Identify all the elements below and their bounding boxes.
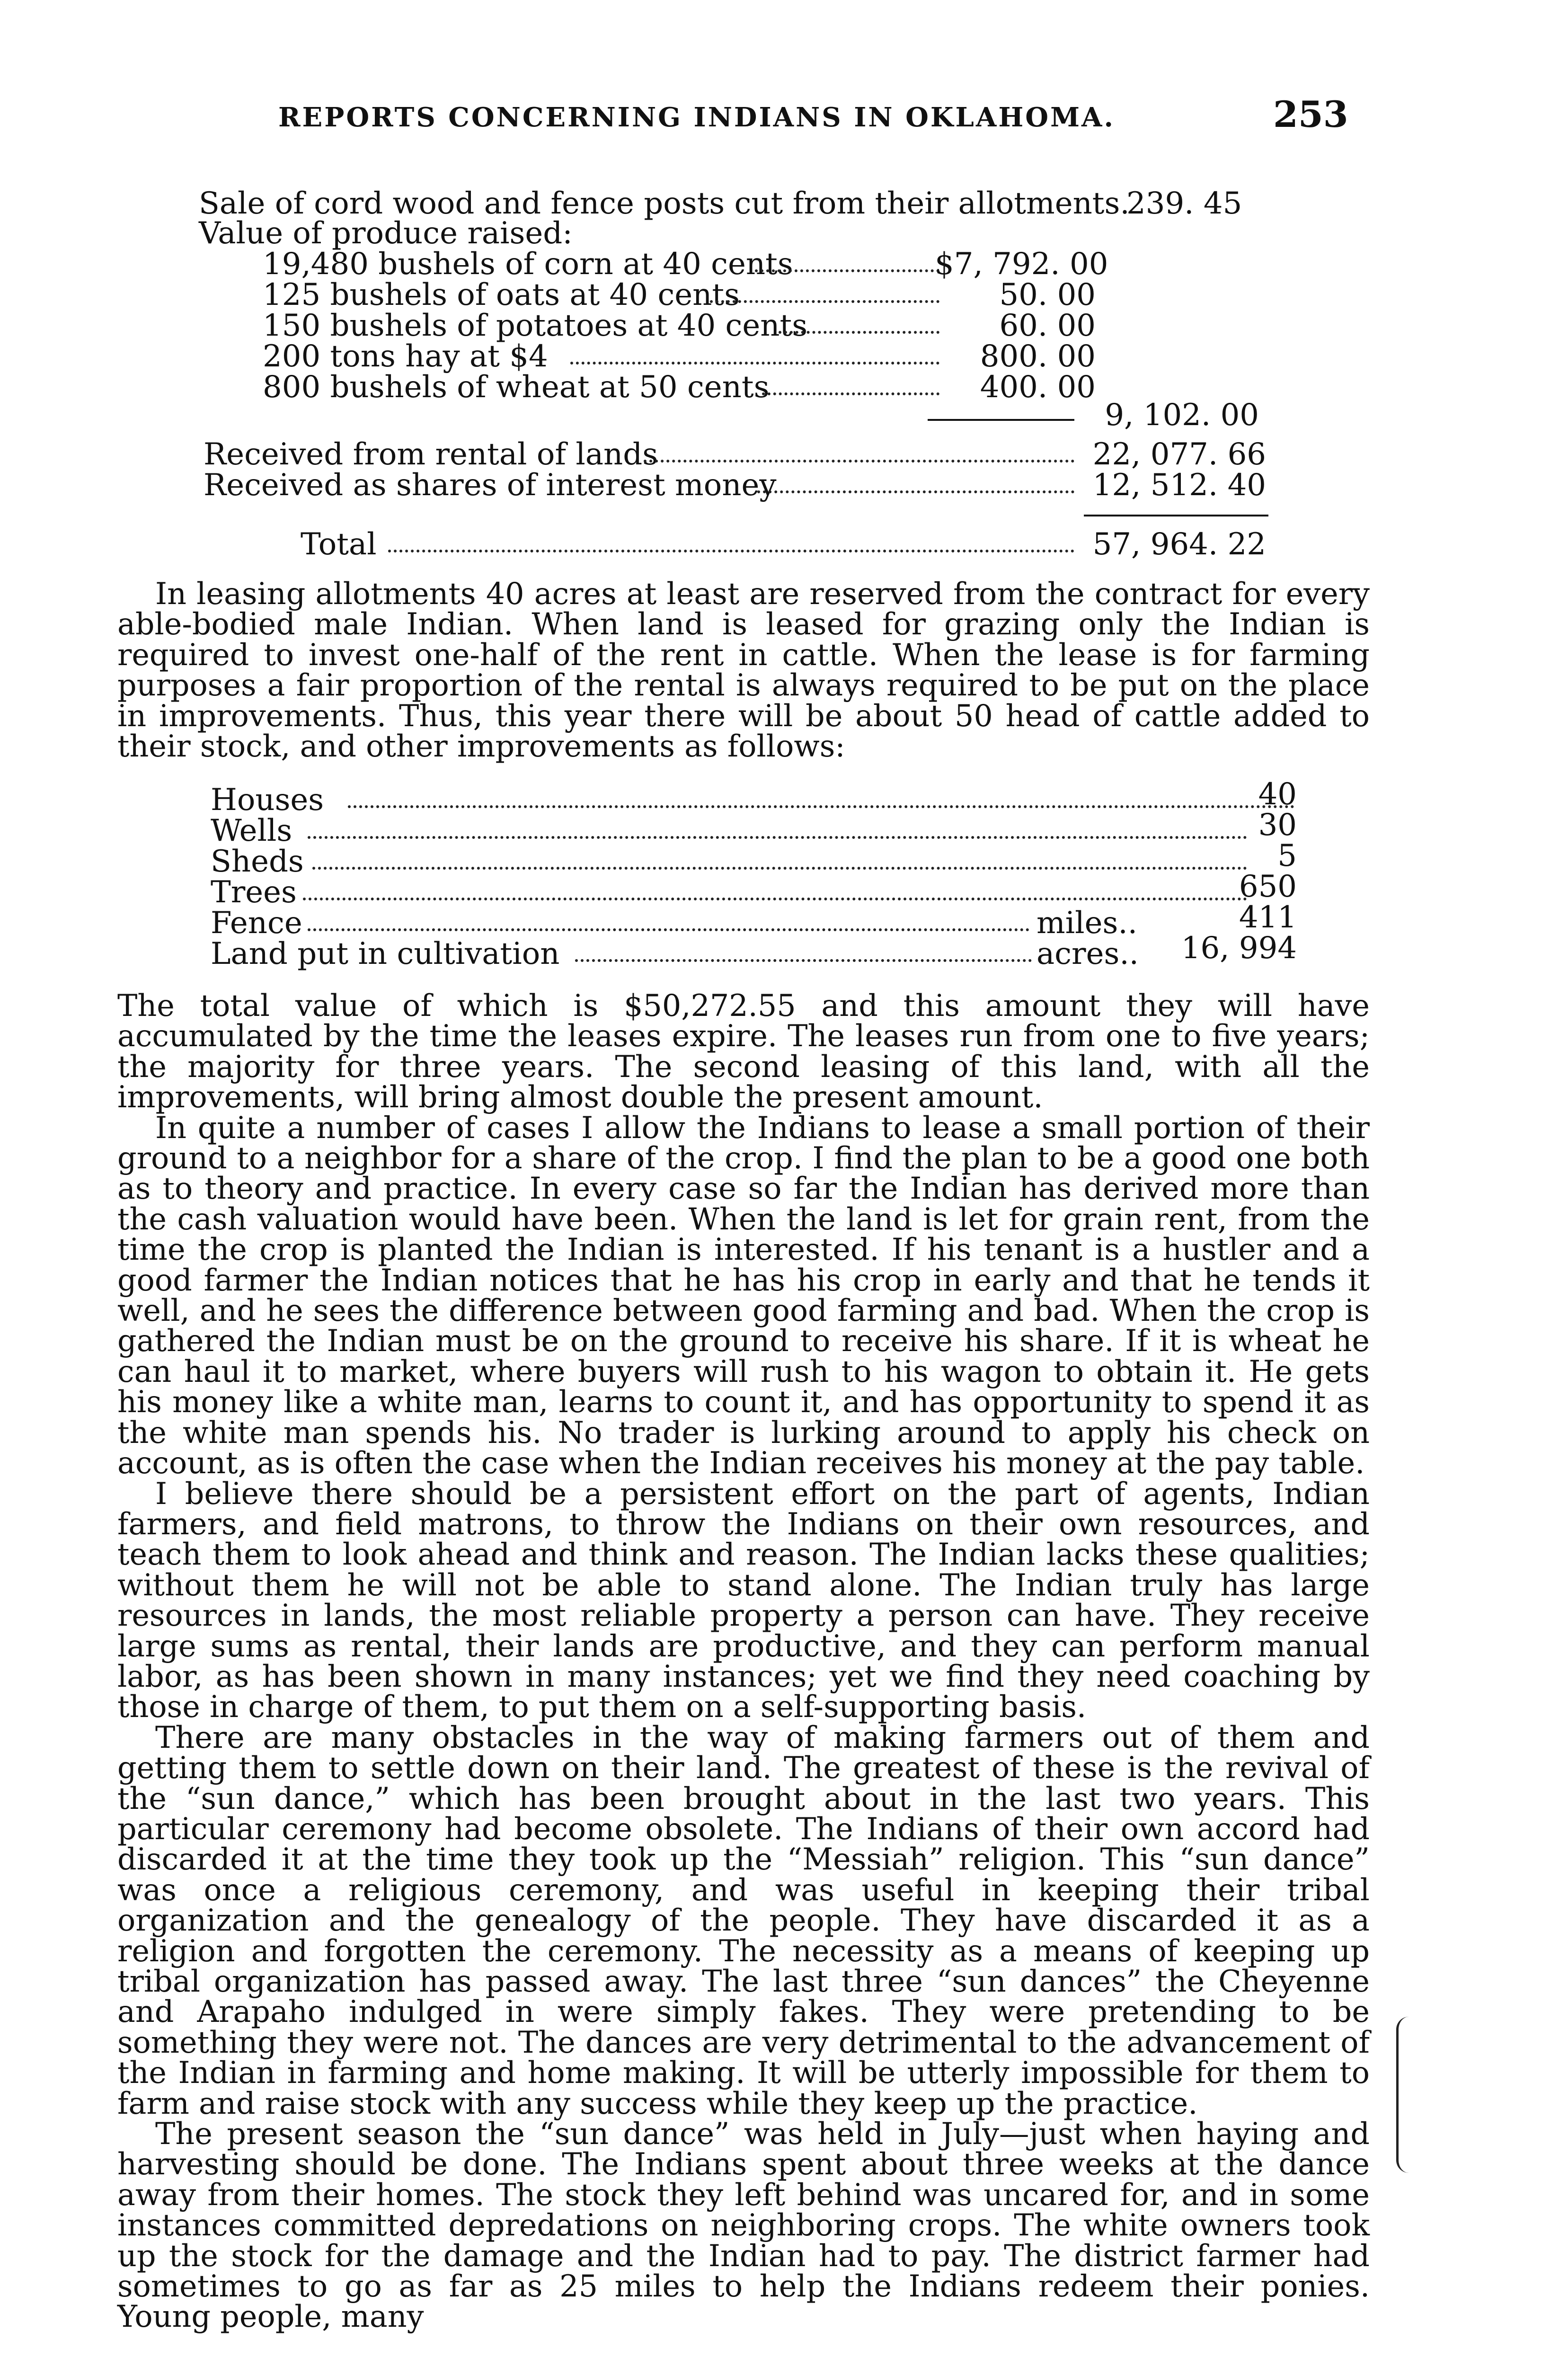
- improvement-label: Houses: [211, 783, 324, 818]
- improvement-value: 16, 994: [1181, 931, 1297, 966]
- improvement-label: Wells: [211, 813, 292, 848]
- improvement-label: Fence: [211, 906, 302, 941]
- paragraph: There are many obstacles in the way of making farmers out of them and getting them to settle down on their land. The greatest of these is the revival of the “sun dance,” which has been brought about in the last two years. This particular ceremony had become obsolete. The Indians of their own accord had discarded it at the time they took up the “Messiah” religion. This “sun dance” was once a religious ceremony, and was useful in keeping their tribal organization and the genealogy of the people. They have discarded it as a religion and forgotten the ceremony. The necessity as a means of keeping up tribal organization has passed away. The last three “sun dances” the Cheyenne and Arapaho indulged in were simply fakes. They were pretending to be something they were not. The dances are very detrimental to the advancement of the Indian in farming and home making. It will be utterly impossible for them to farm and raise stock with any success while they keep up the practice.: [117, 1719, 1370, 2121]
- produce-value: 800. 00: [980, 339, 1096, 374]
- improvement-unit: miles..: [1036, 906, 1138, 941]
- leader-dots: [348, 805, 1294, 808]
- leader-dots: [762, 392, 939, 395]
- running-title: REPORTS CONCERNING INDIANS IN OKLAHOMA.: [278, 102, 1115, 133]
- paragraph: In leasing allotments 40 acres at least are reserved from the contract for every able-bodied male Indian. When land is leased for grazing only the Indian is required to invest one-half of the rent in cattle. When the lease is for farming purposes a fair proportion of the rental is always required to be put on the place in improvements. Thus, this year there will be about 50 head of cattle added to their stock, and other improvements as follows:: [117, 576, 1370, 764]
- produce-label: 150 bushels of potatoes at 40 cents: [263, 308, 808, 343]
- page-header: [0, 88, 1568, 154]
- leader-dots: [710, 300, 939, 303]
- paragraph: The total value of which is $50,272.55 and this amount they will have accumulated by the time the leases expire. The leases run from one to five years; the majority for three years. The second leasing of this land, with all the improvements, will bring almost double the present amount.: [117, 988, 1370, 1115]
- improvement-row: [211, 808, 1318, 848]
- leader-dots: [303, 898, 1247, 900]
- cordwood-value: 239. 45: [1126, 186, 1242, 221]
- subtotal-rule: [928, 419, 1074, 421]
- produce-label: 125 bushels of oats at 40 cents: [263, 277, 740, 312]
- produce-total-row: [1079, 399, 1268, 432]
- produce-value: $7, 792. 00: [935, 247, 1108, 282]
- leader-dots: [312, 867, 1247, 870]
- produce-heading: Value of produce raised:: [199, 216, 573, 251]
- rental-value: 22, 077. 66: [1092, 437, 1266, 472]
- improvement-row: [211, 869, 1318, 910]
- produce-value: 400. 00: [980, 370, 1096, 405]
- rental-row: [204, 438, 1268, 471]
- improvement-row: [211, 900, 1318, 941]
- improvement-label: Sheds: [211, 844, 304, 879]
- produce-value: 60. 00: [999, 308, 1096, 343]
- total-row: [301, 528, 1271, 561]
- improvement-row: [211, 777, 1318, 818]
- total-rule: [1084, 515, 1268, 516]
- produce-row: [263, 278, 1096, 311]
- produce-label: 19,480 bushels of corn at 40 cents: [263, 247, 793, 282]
- produce-label: 800 bushels of wheat at 50 cents: [263, 370, 770, 405]
- leader-dots: [779, 331, 939, 334]
- interest-label: Received as shares of interest money: [204, 468, 777, 503]
- improvement-value: 40: [1258, 777, 1297, 812]
- intro-paragraph: [117, 576, 1370, 764]
- improvement-label: Land put in cultivation: [211, 936, 560, 971]
- improvement-value: 5: [1277, 838, 1297, 873]
- leader-dots: [575, 959, 1032, 962]
- improvement-unit: acres..: [1036, 936, 1139, 971]
- rental-label: Received from rental of lands: [204, 437, 658, 472]
- leader-dots: [757, 490, 1074, 493]
- leader-dots: [308, 928, 1029, 931]
- improvement-label: Trees: [211, 875, 297, 910]
- produce-total-value: 9, 102. 00: [1105, 398, 1259, 433]
- paragraph: The present season the “sun dance” was held in July—just when haying and harvesting should be done. The Indians spent about three weeks at the dance away from their homes. The stock they left behind was uncared for, and in some instances committed depredations on neighboring crops. The white owners took up the stock for the damage and the Indian had to pay. The district farmer had sometimes to go as far as 25 miles to help the Indians redeem their ponies. Young people, many: [117, 2116, 1370, 2334]
- produce-row: [263, 309, 1096, 342]
- interest-row: [204, 469, 1268, 502]
- page-number: 253: [1273, 93, 1348, 135]
- cordwood-row: [199, 187, 1268, 220]
- produce-label: 200 tons hay at $4: [263, 339, 548, 374]
- cordwood-label: Sale of cord wood and fence posts cut from their allotments.: [199, 186, 1130, 221]
- improvement-value: 650: [1239, 869, 1297, 904]
- improvement-row: [211, 931, 1318, 971]
- leader-dots: [644, 460, 1074, 463]
- paragraph: I believe there should be a persistent effort on the part of agents, Indian farmers, and field matrons, to throw the Indians on their own resources, and teach them to look ahead and think and reason. The Indian lacks these qualities; without them he will not be able to stand alone. The Indian truly has large resources in lands, the most reliable property a person can have. They receive large sums as rental, their lands are productive, and they can perform manual labor, as has been shown in many instances; yet we find they need coaching by those in charge of them, to put them on a self-supporting basis.: [117, 1476, 1370, 1725]
- leader-dots: [388, 550, 1074, 552]
- paragraph: In quite a number of cases I allow the Indians to lease a small portion of their ground to a neighbor for a share of the crop. I find the plan to be a good one both as to theory and practice. In every case so far the Indian has derived more than the cash valuation would have been. When the land is let for grain rent, from the time the crop is planted the Indian is interested. If his tenant is a hustler and a good farmer the Indian notices that he has his crop in early and that he tends it well, and he sees the difference between good farming and bad. When the crop is gathered the Indian must be on the ground to receive his share. If it is wheat he can haul it to market, where buyers will rush to his wagon to obtain it. He gets his money like a white man, learns to count it, and has opportunity to spend it as the white man spends his. No trader is lurking around to apply his check on account, as is often the case when the Indian receives his money at the pay table.: [117, 1110, 1370, 1481]
- improvement-row: [211, 838, 1318, 879]
- total-label: Total: [301, 527, 377, 562]
- produce-row: [263, 371, 1096, 404]
- total-value: 57, 964. 22: [1092, 527, 1266, 562]
- body-text: [117, 990, 1370, 2332]
- improvement-value: 411: [1239, 900, 1297, 935]
- interest-value: 12, 512. 40: [1092, 468, 1266, 503]
- improvement-value: 30: [1258, 808, 1297, 843]
- produce-row: [263, 340, 1096, 373]
- produce-value: 50. 00: [999, 277, 1096, 312]
- leader-dots: [570, 362, 939, 365]
- leader-dots: [308, 836, 1247, 839]
- margin-bracket: [1396, 2017, 1409, 2173]
- leader-dots: [755, 269, 939, 272]
- produce-row: [263, 247, 1108, 282]
